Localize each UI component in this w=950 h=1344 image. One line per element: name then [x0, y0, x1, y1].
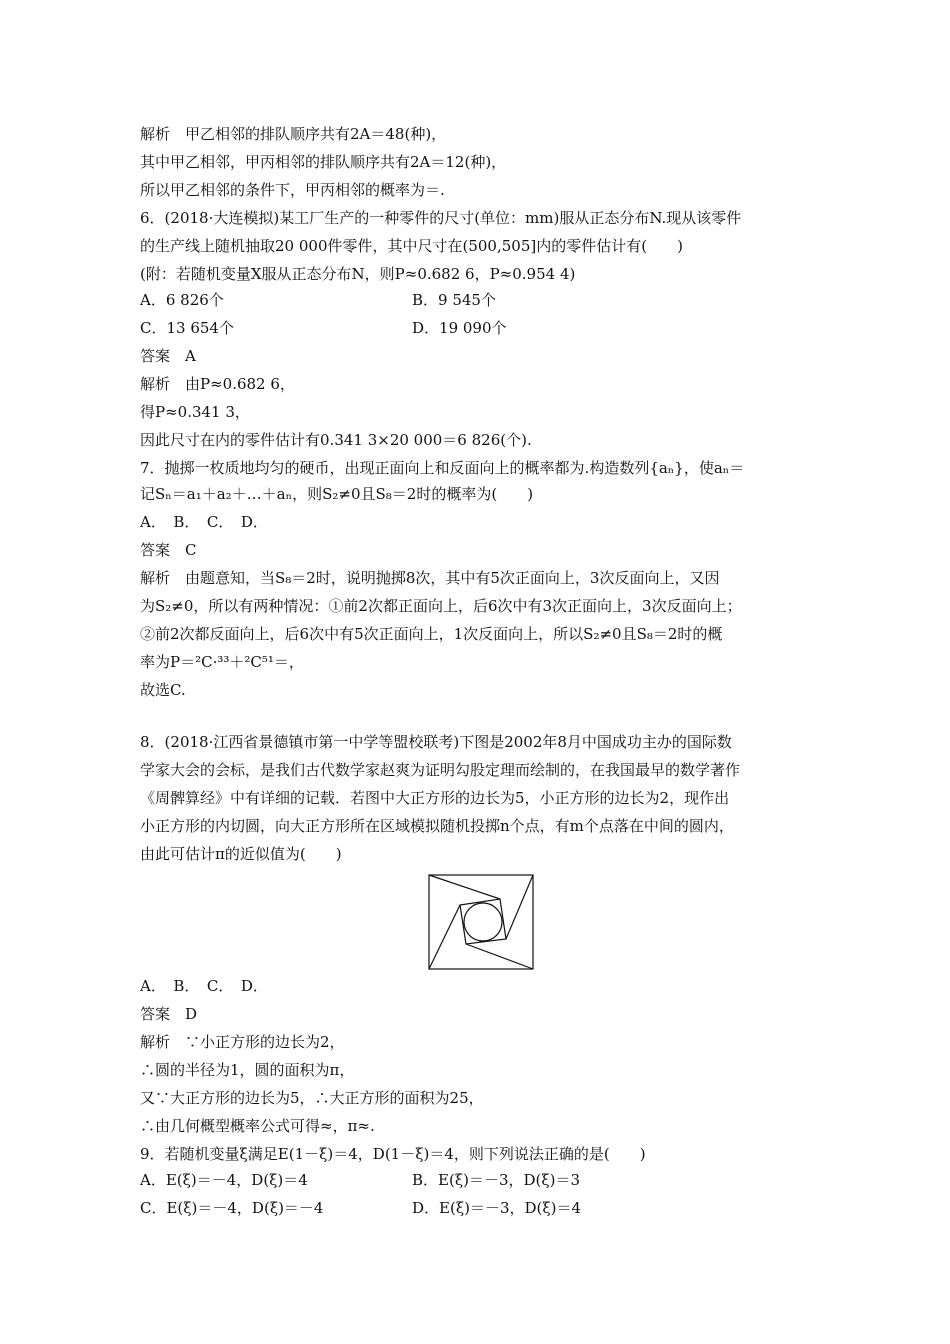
q8-options: A． B． C． D．: [140, 977, 268, 995]
q7-solution-line-3: ②前2次都反面向上，后6次中有5次正面向上，1次反面向上，所以S₂≠0且S₈＝2时的概: [140, 625, 723, 643]
q9-stem: 9．若随机变量ξ满足E(1－ξ)＝4，D(1－ξ)＝4，则下列说法正确的是( ): [140, 1145, 646, 1163]
q8-solution-line-4: ∴由几何概型概率公式可得≈，π≈.: [140, 1117, 375, 1135]
q6-stem-line-1: 6．(2018·大连模拟)某工厂生产的一种零件的尺寸(单位：mm)服从正态分布N.现从该零件: [140, 209, 742, 227]
q9-option-b: B．E(ξ)＝－3，D(ξ)＝3: [412, 1171, 581, 1189]
triangle-edge-1: [429, 875, 500, 899]
inner-square: [460, 899, 506, 944]
triangle-edge-4: [429, 905, 460, 969]
q9-option-c: C．E(ξ)＝－4，D(ξ)＝－4: [140, 1199, 324, 1217]
q8-answer: 答案 D: [140, 1005, 198, 1023]
q6-answer: 答案 A: [140, 347, 196, 365]
q8-solution-line-3: 又∵大正方形的边长为5，∴大正方形的面积为25，: [140, 1089, 484, 1107]
p5-solution-line-3: 所以甲乙相邻的条件下，甲丙相邻的概率为＝.: [140, 181, 445, 199]
q7-solution-line-5: 故选C.: [140, 681, 186, 699]
inscribed-circle: [464, 903, 502, 941]
q8-solution-line-1: 解析 ∵小正方形的边长为2，: [140, 1033, 345, 1051]
q9-option-d: D．E(ξ)＝－3，D(ξ)＝4: [412, 1199, 582, 1217]
p5-solution-line-1: 解析 甲乙相邻的排队顺序共有2A＝48(种)，: [140, 125, 447, 143]
triangle-edge-3: [466, 944, 533, 969]
triangle-edge-2: [506, 875, 533, 939]
q6-stem-line-3: (附：若随机变量X服从正态分布N，则P≈0.682 6，P≈0.954 4): [140, 265, 576, 283]
zhao-shuang-diagram: [428, 874, 534, 970]
q7-solution-line-1: 解析 由题意知，当S₈＝2时，说明抛掷8次，其中有5次正面向上，3次反面向上，又因: [140, 569, 720, 587]
q6-option-d: D．19 090个: [412, 319, 507, 337]
q7-stem-line-2: 记Sₙ＝a₁＋a₂＋…＋aₙ，则S₂≠0且S₈＝2时的概率为( ): [140, 485, 534, 503]
q6-solution-line-2: 得P≈0.341 3，: [140, 403, 250, 421]
q8-stem-line-2: 学家大会的会标，是我们古代数学家赵爽为证明勾股定理而绘制的，在我国最早的数学著作: [140, 761, 741, 779]
q7-answer: 答案 C: [140, 541, 197, 559]
q7-solution-line-2: 为S₂≠0，所以有两种情况：①前2次都正面向上，后6次中有3次正面向上，3次反面向上；: [140, 597, 742, 615]
q9-option-a: A．E(ξ)＝－4，D(ξ)＝4: [140, 1171, 308, 1189]
outer-square: [429, 875, 533, 969]
q7-solution-line-4: 率为P＝²C·³³＋²C⁵¹＝，: [140, 653, 304, 671]
q8-solution-line-2: ∴圆的半径为1，圆的面积为π，: [140, 1061, 355, 1079]
q6-option-c: C．13 654个: [140, 319, 234, 337]
q8-stem-line-1: 8．(2018·江西省景德镇市第一中学等盟校联考)下图是2002年8月中国成功主办的国际数: [140, 733, 732, 751]
q8-stem-line-4: 小正方形的内切圆，向大正方形所在区域模拟随机投掷n个点，有m个点落在中间的圆内，: [140, 817, 734, 835]
q6-option-a: A．6 826个: [140, 291, 224, 309]
q8-stem-line-3: 《周髀算经》中有详细的记载．若图中大正方形的边长为5，小正方形的边长为2，现作出: [140, 789, 730, 807]
p5-solution-line-2: 其中甲乙相邻，甲丙相邻的排队顺序共有2A＝12(种)，: [140, 153, 507, 171]
q6-solution-line-1: 解析 由P≈0.682 6，: [140, 375, 295, 393]
q6-option-b: B．9 545个: [412, 291, 496, 309]
q6-solution-line-3: 因此尺寸在内的零件估计有0.341 3×20 000＝6 826(个).: [140, 431, 532, 449]
q6-stem-line-2: 的生产线上随机抽取20 000件零件，其中尺寸在(500,505]内的零件估计有( ): [140, 237, 683, 255]
q8-stem-line-5: 由此可估计π的近似值为( ): [140, 845, 342, 863]
q7-options: A． B． C． D．: [140, 513, 268, 531]
q7-stem-line-1: 7．抛掷一枚质地均匀的硬币，出现正面向上和反面向上的概率都为.构造数列{aₙ}，使aₙ＝: [140, 459, 745, 477]
